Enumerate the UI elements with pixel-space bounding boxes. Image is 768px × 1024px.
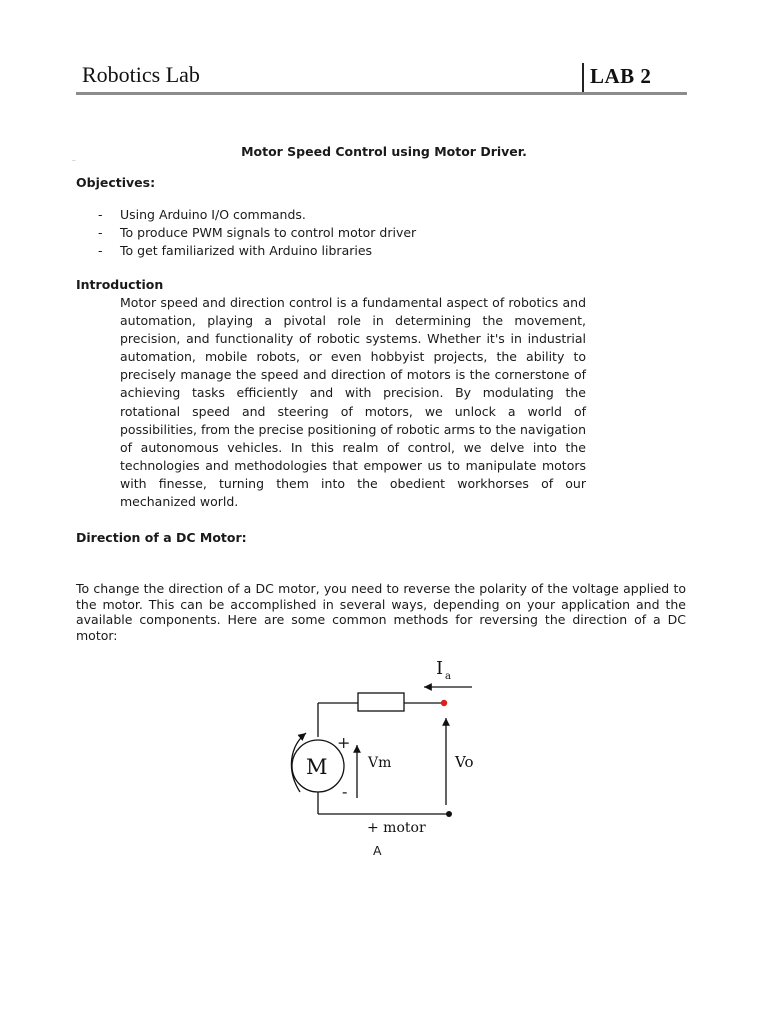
resistor: [358, 693, 404, 711]
negative-terminal-dot: [446, 811, 452, 817]
terminal-label: + motor: [367, 820, 426, 836]
vm-label: Vm: [368, 755, 392, 771]
objectives-heading: Objectives:: [76, 175, 156, 190]
course-title: Robotics Lab: [82, 62, 200, 87]
direction-heading: Direction of a DC Motor:: [76, 530, 247, 545]
figure-caption: A: [373, 843, 382, 858]
introduction-heading: Introduction: [76, 277, 164, 292]
current-label: I: [436, 658, 444, 679]
minus-sign: -: [342, 782, 348, 801]
introduction-paragraph: Motor speed and direction control is a fundamental aspect of robotics and automation, playing a pivotal role in determining the movement, precision, and functionality of robotic systems. Whether it's in industrial automation, mobile robots, or even hobbyist projects, the ability to precisely manage the speed and direction of motors is the cornerstone of achieving tasks efficiently and with precision. By modulating the rotational speed and steering of motors, we unlock a world of possibilities, from the precise positioning of robotic arms to the navigation of autonomous vehicles. In this realm of control, we delve into the technologies and methodologies that empower us to manipulate motors with finesse, turning them into the obedient workhorses of our mechanized world.: [120, 295, 586, 510]
document-title: Motor Speed Control using Motor Driver.: [241, 144, 527, 159]
list-item: - Using Arduino I/O commands.: [98, 207, 306, 222]
list-item: - To get familiarized with Arduino libraries: [98, 243, 373, 258]
motor-label: M: [306, 755, 328, 779]
current-subscript: a: [445, 671, 451, 682]
vo-label: Vo: [455, 753, 474, 771]
direction-paragraph: To change the direction of a DC motor, you need to reverse the polarity of the voltage applied to the motor. This can be accomplished in several ways, depending on your application and the available components. Here are some common methods for reversing the direction of a DC motor:: [76, 581, 686, 643]
plus-sign: +: [337, 733, 351, 752]
lab-number: LAB 2: [590, 64, 652, 88]
list-item: - To produce PWM signals to control motor driver: [98, 225, 417, 240]
stray-dots: ..: [72, 156, 76, 163]
positive-terminal-dot: [441, 700, 447, 706]
